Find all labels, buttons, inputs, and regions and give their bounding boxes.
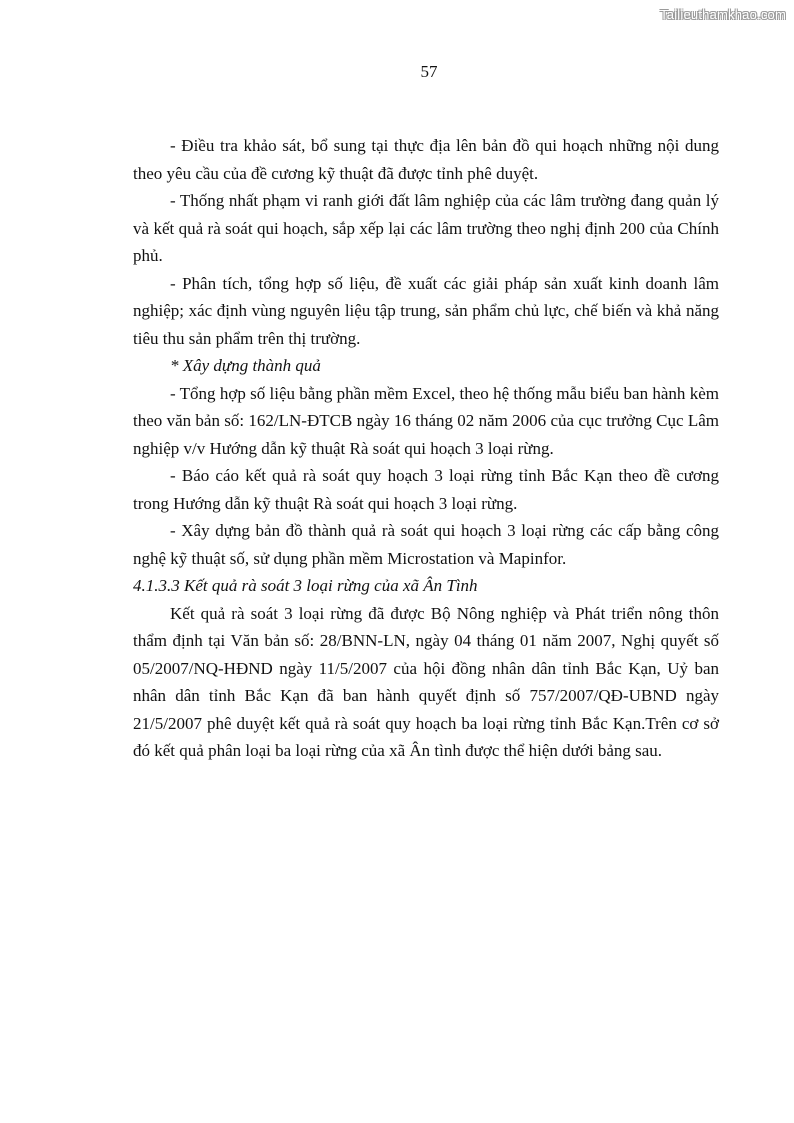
paragraph-excel-synthesis: - Tổng hợp số liệu bằng phần mềm Excel, theo hệ thống mẫu biểu ban hành kèm theo văn bản số: 162/LN-ĐTCB ngày 16 tháng 02 năm 2006 của cục trưởng Cục Lâm nghiệp v/v Hướng dẫn kỹ thuật Rà soát qui hoạch 3 loại rừng.	[133, 383, 719, 458]
document-body	[133, 132, 719, 765]
paragraph-report: - Báo cáo kết quả rà soát quy hoạch 3 loại rừng tỉnh Bắc Kạn theo đề cương trong Hướng dẫn kỹ thuật Rà soát qui hoạch 3 loại rừng.	[133, 466, 719, 513]
subheading-build-results: * Xây dựng thành quả	[170, 356, 321, 375]
watermark: Tailieuthamkhao.com	[660, 7, 786, 22]
paragraph-boundary-unification: - Thống nhất phạm vi ranh giới đất lâm nghiệp của các lâm trường đang quản lý và kết quả rà soát qui hoạch, sắp xếp lại các lâm trường theo nghị định 200 của Chính phủ.	[133, 191, 719, 265]
paragraph-data-analysis: - Phân tích, tổng hợp số liệu, đề xuất các giải pháp sản xuất kinh doanh lâm nghiệp; xác định vùng nguyên liệu tập trung, sản phẩm chủ lực, chế biến và khả năng tiêu thu sản phẩm trên thị trường.	[133, 273, 719, 348]
paragraph-field-survey: - Điều tra khảo sát, bổ sung tại thực địa lên bản đồ qui hoạch những nội dung theo yêu cầu của đề cương kỹ thuật đã được tỉnh phê duyệt.	[133, 136, 719, 183]
paragraph-digital-map: - Xây dựng bản đồ thành quả rà soát qui hoạch 3 loại rừng các cấp bằng công nghệ kỹ thuật số, sử dụng phần mềm Microstation và Mapinfor.	[133, 521, 719, 568]
page-number: 57	[420, 62, 438, 81]
section-heading: 4.1.3.3 Kết quả rà soát 3 loại rừng của xã Ân Tình	[133, 576, 478, 595]
paragraph-review-results: Kết quả rà soát 3 loại rừng đã được Bộ Nông nghiệp và Phát triển nông thôn thẩm định tại Văn bản số: 28/BNN-LN, ngày 04 tháng 01 năm 2007, Nghị quyết số 05/2007/NQ-HĐND ngày 11/5/2007 của hội đồng nhân dân tỉnh Bắc Kạn, Uỷ ban nhân dân tỉnh Bắc Kạn đã ban hành quyết định số 757/2007/QĐ-UBND ngày 21/5/2007 phê duyệt kết quả rà soát quy hoạch ba loại rừng tỉnh Bắc Kạn.Trên cơ sở đó kết quả phân loại ba loại rừng của xã Ân tình được thể hiện dưới bảng sau.	[133, 603, 719, 760]
